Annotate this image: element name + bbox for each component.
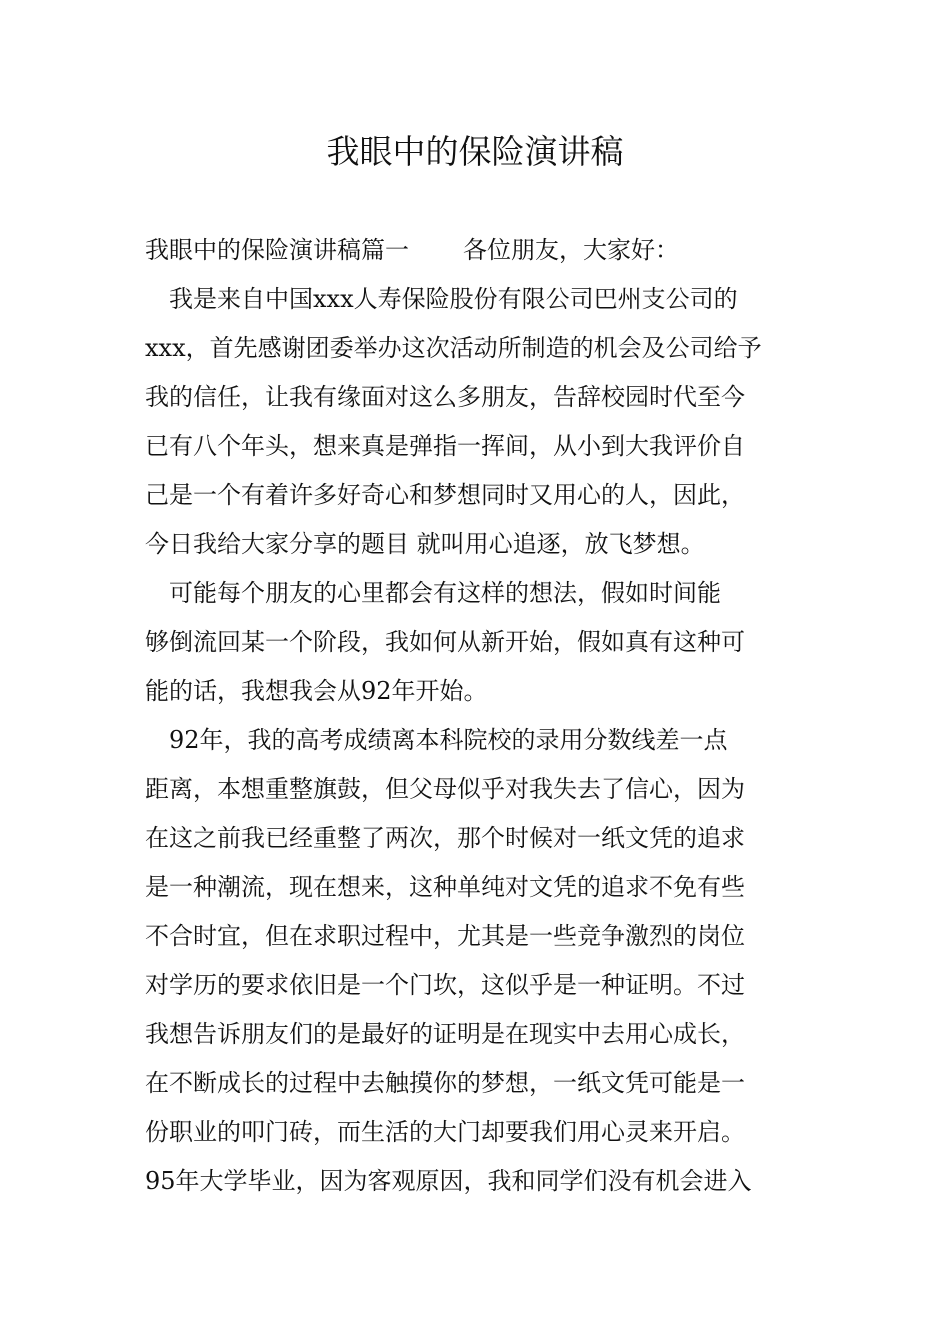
section-heading: 我眼中的保险演讲稿篇一 (145, 236, 409, 264)
paragraph-line: 我是来自中国xxx人寿保险股份有限公司巴州支公司的 (145, 285, 738, 313)
document-title: 我眼中的保险演讲稿 (326, 132, 624, 171)
greeting-text: 各位朋友，大家好： (463, 236, 679, 264)
paragraph-line: 今日我给大家分享的题目 就叫用心追逐，放飞梦想。 (145, 530, 705, 558)
paragraph-line: 可能每个朋友的心里都会有这样的想法，假如时间能 (145, 579, 721, 607)
paragraph-line: 能的话，我想我会从92年开始。 (145, 677, 488, 705)
header-line (145, 230, 815, 270)
paragraph-line: 在这之前我已经重整了两次，那个时候对一纸文凭的追求 (145, 824, 745, 852)
paragraph-line: 对学历的要求依旧是一个门坎，这似乎是一种证明。不过 (145, 971, 745, 999)
paragraph-line: 够倒流回某一个阶段，我如何从新开始，假如真有这种可 (145, 628, 745, 656)
paragraph-line: 份职业的叩门砖，而生活的大门却要我们用心灵来开启。 (145, 1118, 745, 1146)
paragraph-line: 我想告诉朋友们的是最好的证明是在现实中去用心成长， (145, 1020, 745, 1048)
paragraph-line: 是一种潮流，现在想来，这种单纯对文凭的追求不免有些 (145, 873, 745, 901)
paragraph-line: 95年大学毕业，因为客观原因，我和同学们没有机会进入 (145, 1167, 752, 1195)
paragraph-line: 我的信任，让我有缘面对这么多朋友，告辞校园时代至今 (145, 383, 745, 411)
paragraph-line: 己是一个有着许多好奇心和梦想同时又用心的人，因此， (145, 481, 745, 509)
paragraph-line: 距离，本想重整旗鼓，但父母似乎对我失去了信心，因为 (145, 775, 745, 803)
paragraph-line: 在不断成长的过程中去触摸你的梦想，一纸文凭可能是一 (145, 1069, 745, 1097)
paragraph-line: 不合时宜，但在求职过程中，尤其是一些竞争激烈的岗位 (145, 922, 745, 950)
paragraph-line: xxx，首先感谢团委举办这次活动所制造的机会及公司给予 (145, 334, 762, 362)
paragraph-line: 已有八个年头，想来真是弹指一挥间，从小到大我评价自 (145, 432, 745, 460)
paragraph-line: 92年，我的高考成绩离本科院校的录用分数线差一点 (145, 726, 728, 754)
